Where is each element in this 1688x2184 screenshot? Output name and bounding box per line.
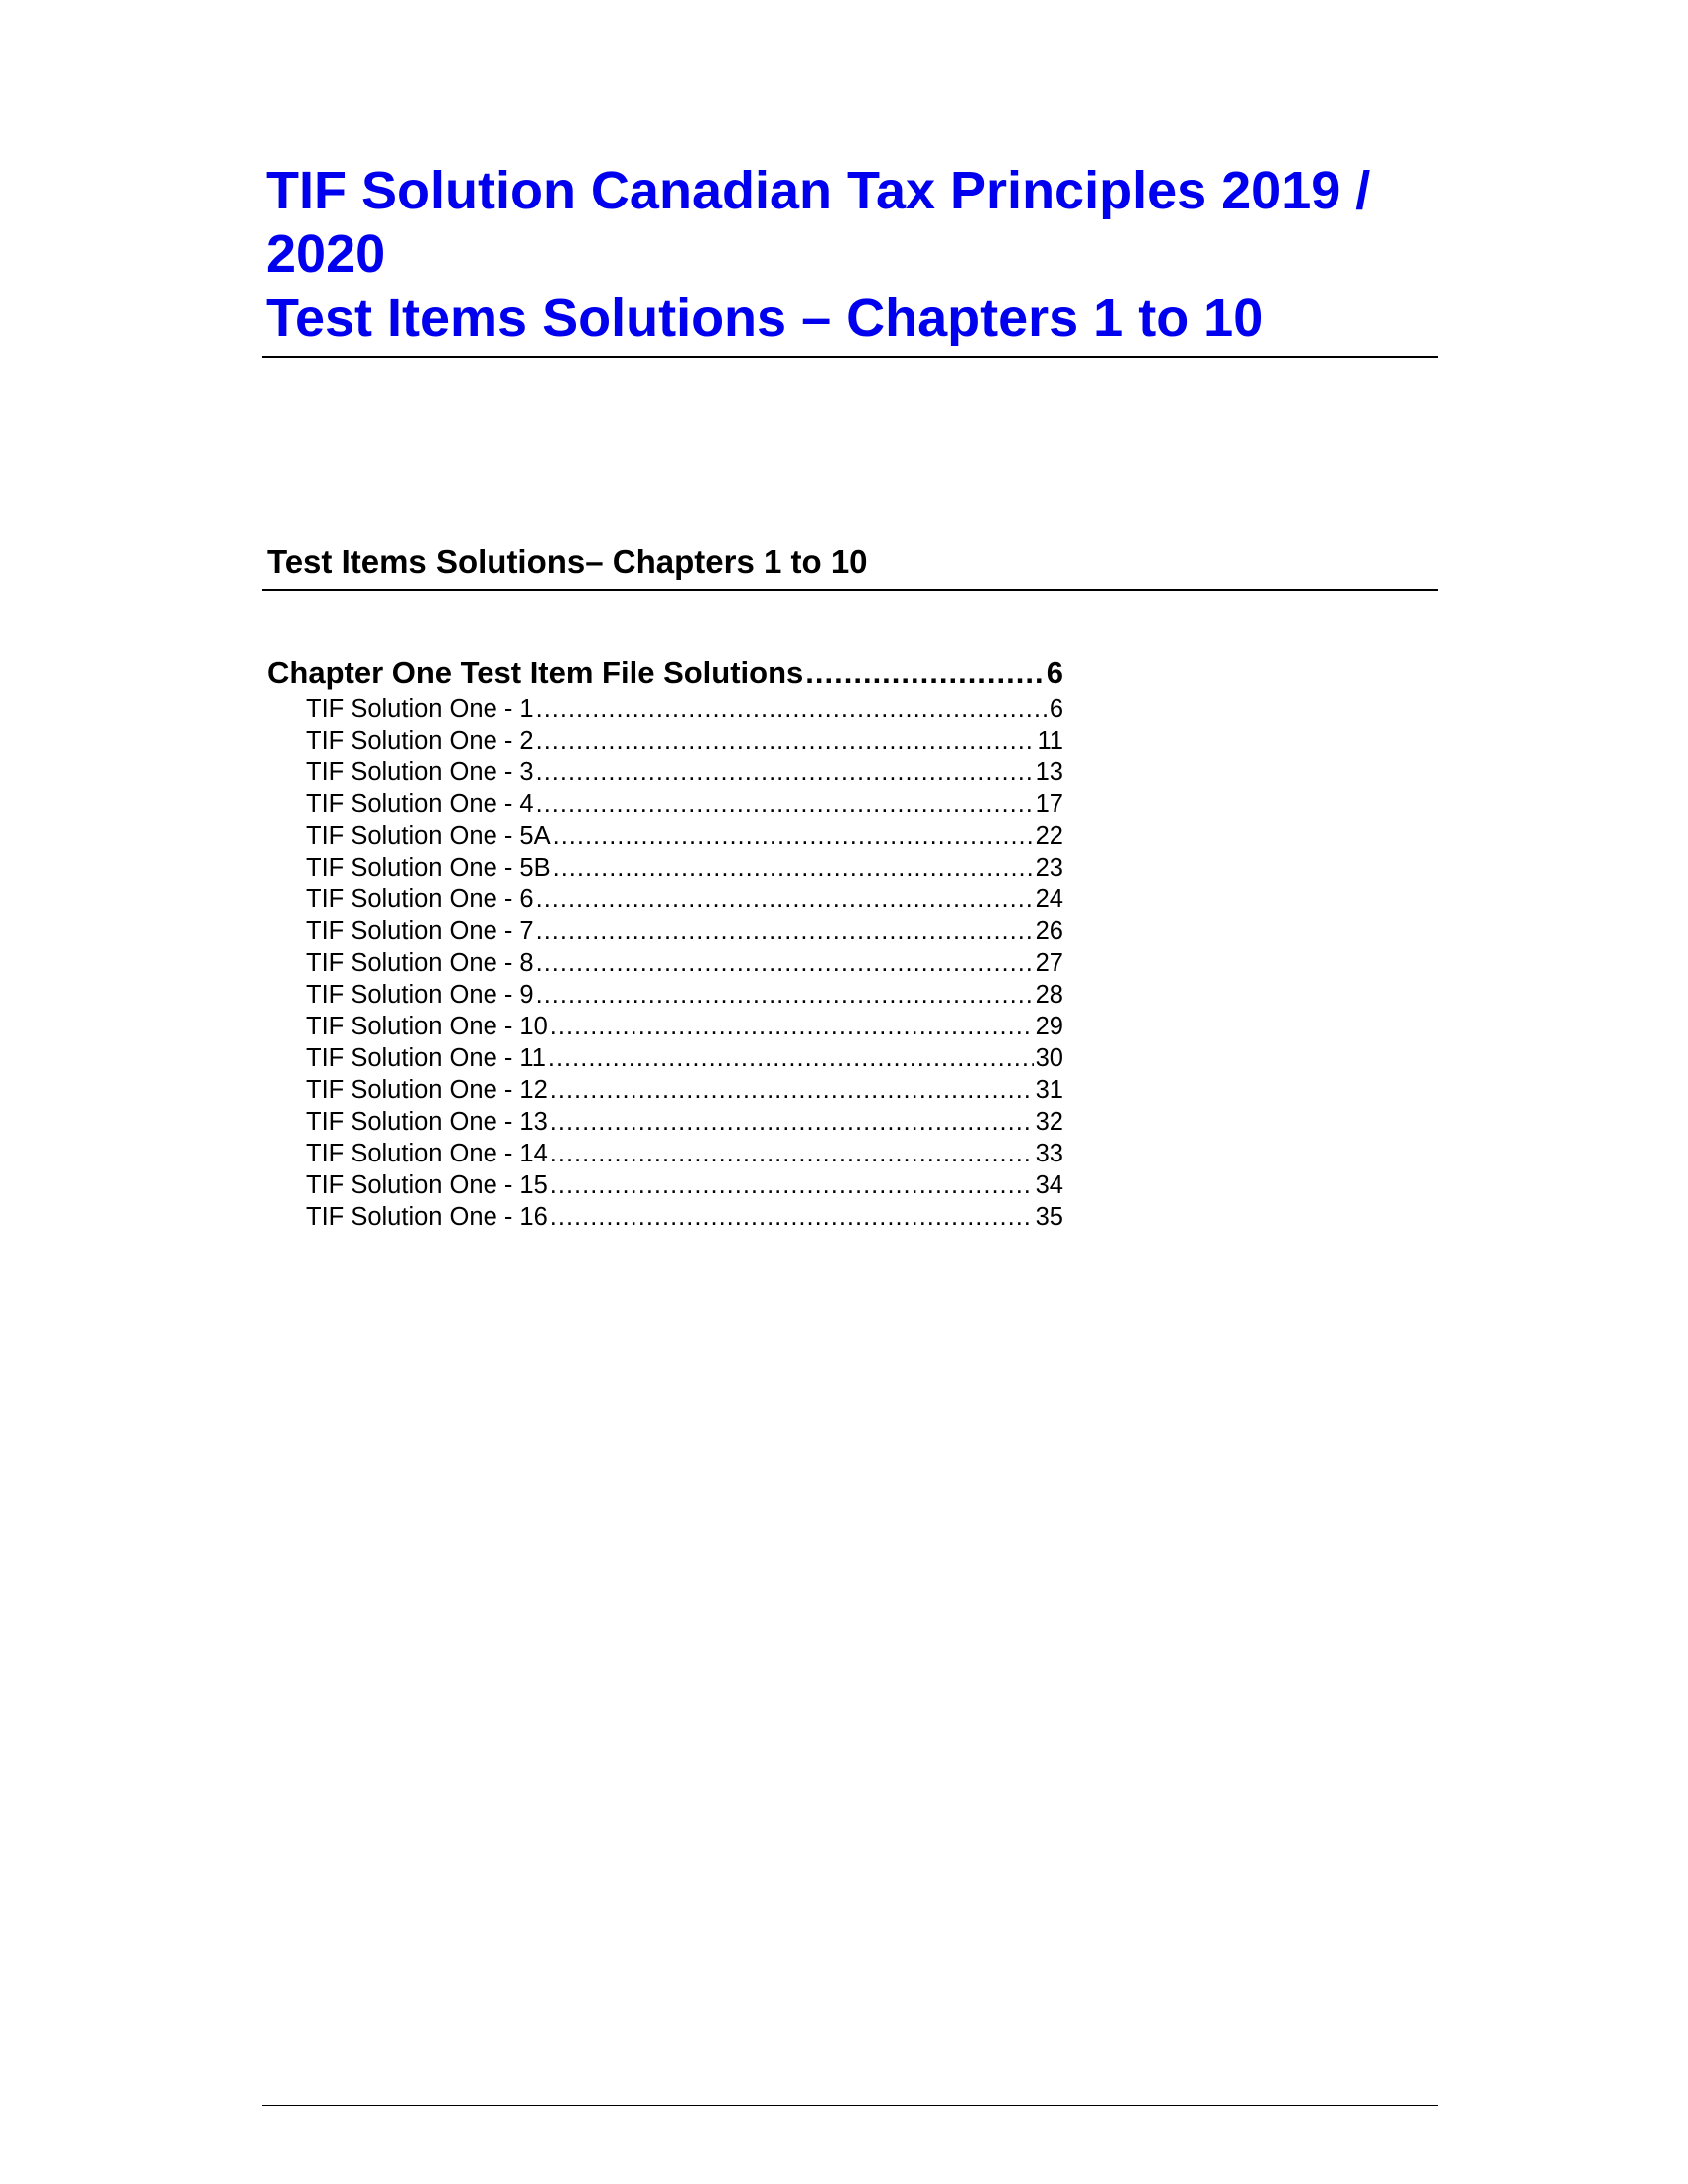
toc-entry[interactable]: [306, 1074, 1063, 1106]
toc-leader: [536, 756, 1034, 788]
toc-entry-label: TIF Solution One - 3: [306, 758, 534, 786]
toc-leader: [536, 788, 1034, 820]
toc-entry-label: TIF Solution One - 5B: [306, 854, 551, 882]
toc-entry[interactable]: [306, 1169, 1063, 1201]
toc-entry-page: 28: [1035, 981, 1063, 1009]
document-title-line-1: TIF Solution Canadian Tax Principles 2019 /: [266, 161, 1371, 220]
toc-leader: [536, 947, 1034, 979]
toc-entry-label: TIF Solution One - 11: [306, 1044, 546, 1072]
toc-entry-page: 13: [1035, 758, 1063, 786]
toc-entry-page: 22: [1035, 822, 1063, 850]
toc-entry-page: 23: [1035, 854, 1063, 882]
toc-leader: [536, 725, 1036, 756]
toc-entry[interactable]: [306, 852, 1063, 884]
toc-entry[interactable]: [306, 1042, 1063, 1074]
toc-chapter-entry[interactable]: [267, 653, 1063, 693]
toc-entry-page: 11: [1037, 727, 1063, 754]
toc-entry-label: TIF Solution One - 5A: [306, 822, 551, 850]
toc-chapter-page: 6: [1046, 655, 1063, 690]
toc-entry[interactable]: [306, 788, 1063, 820]
document-title-line-2: 2020: [266, 224, 386, 284]
toc-entry[interactable]: [306, 1011, 1063, 1042]
toc-entry-page: 31: [1035, 1076, 1063, 1104]
toc-entry-label: TIF Solution One - 14: [306, 1140, 548, 1167]
toc-leader: [536, 979, 1034, 1011]
toc-leader: [550, 1138, 1034, 1169]
toc-entry-label: TIF Solution One - 13: [306, 1108, 548, 1136]
toc-entry[interactable]: [306, 725, 1063, 756]
toc-entry-page: 6: [1049, 695, 1063, 723]
toc-leader: [536, 915, 1034, 947]
toc-leader: [550, 1074, 1034, 1106]
toc-entry-page: 30: [1035, 1044, 1063, 1072]
toc-leader: [553, 820, 1034, 852]
toc-entry-page: 35: [1035, 1203, 1063, 1231]
toc-entry[interactable]: [306, 1106, 1063, 1138]
toc-leader: [550, 1106, 1034, 1138]
toc-entry-label: TIF Solution One - 9: [306, 981, 534, 1009]
toc-entry-label: TIF Solution One - 7: [306, 917, 534, 945]
toc-leader: [548, 1042, 1034, 1074]
table-of-contents: [267, 653, 1063, 1233]
document-title: [266, 159, 1438, 349]
toc-entry-list: [267, 693, 1063, 1233]
toc-leader: [805, 653, 1044, 693]
toc-heading-divider: [262, 589, 1438, 591]
toc-entry-page: 32: [1035, 1108, 1063, 1136]
document-title-line-3: Test Items Solutions – Chapters 1 to 10: [266, 288, 1264, 347]
toc-entry-label: TIF Solution One - 1: [306, 695, 534, 723]
toc-entry[interactable]: [306, 915, 1063, 947]
toc-entry-page: 17: [1035, 790, 1063, 818]
toc-entry-label: TIF Solution One - 6: [306, 886, 534, 913]
toc-heading: Test Items Solutions– Chapters 1 to 10: [267, 543, 868, 580]
toc-entry[interactable]: [306, 756, 1063, 788]
toc-entry-label: TIF Solution One - 4: [306, 790, 534, 818]
toc-entry-page: 27: [1035, 949, 1063, 977]
toc-entry-label: TIF Solution One - 16: [306, 1203, 548, 1231]
toc-entry[interactable]: [306, 979, 1063, 1011]
toc-entry-label: TIF Solution One - 2: [306, 727, 534, 754]
toc-entry[interactable]: [306, 1201, 1063, 1233]
toc-leader: [550, 1011, 1034, 1042]
toc-leader: [536, 693, 1048, 725]
toc-entry-label: TIF Solution One - 15: [306, 1171, 548, 1199]
toc-entry[interactable]: [306, 947, 1063, 979]
toc-entry-page: 26: [1035, 917, 1063, 945]
toc-entry-page: 29: [1035, 1013, 1063, 1040]
toc-entry-label: TIF Solution One - 10: [306, 1013, 548, 1040]
toc-entry-page: 34: [1035, 1171, 1063, 1199]
toc-entry[interactable]: [306, 1138, 1063, 1169]
toc-leader: [553, 852, 1034, 884]
toc-entry-page: 24: [1035, 886, 1063, 913]
footer-divider: [262, 2105, 1438, 2106]
toc-chapter-label: Chapter One Test Item File Solutions: [267, 655, 804, 690]
toc-entry[interactable]: [306, 820, 1063, 852]
toc-leader: [550, 1201, 1034, 1233]
toc-entry-page: 33: [1035, 1140, 1063, 1167]
toc-entry[interactable]: [306, 884, 1063, 915]
toc-entry[interactable]: [306, 693, 1063, 725]
toc-leader: [550, 1169, 1034, 1201]
toc-entry-label: TIF Solution One - 12: [306, 1076, 548, 1104]
toc-entry-label: TIF Solution One - 8: [306, 949, 534, 977]
toc-leader: [536, 884, 1034, 915]
title-divider: [262, 356, 1438, 358]
